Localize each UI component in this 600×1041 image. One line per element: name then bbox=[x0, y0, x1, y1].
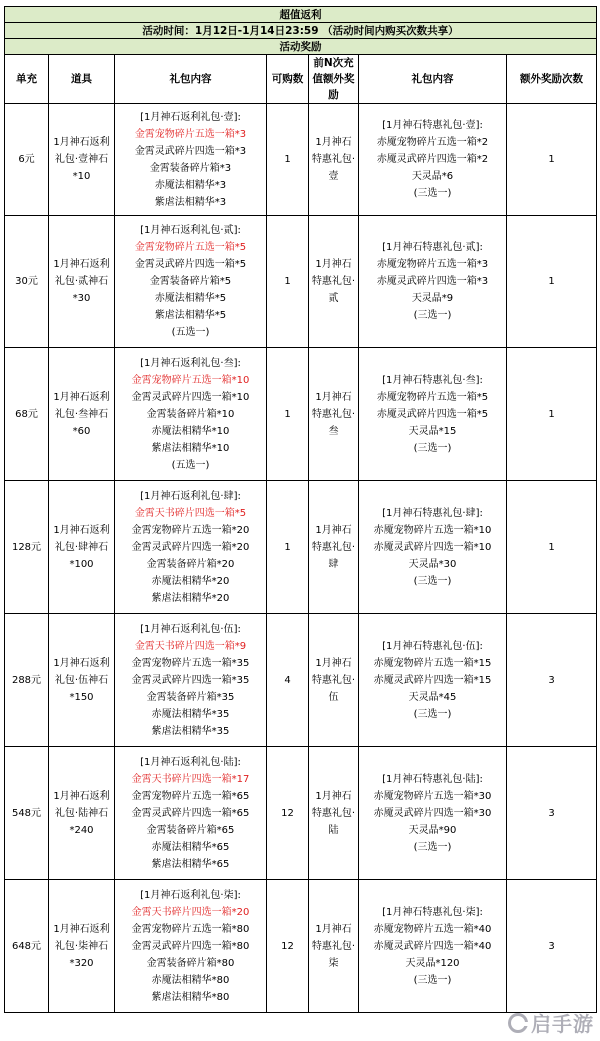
bonus-pack-content bbox=[359, 614, 507, 747]
pack-line: 金霄宠物碎片五选一箱*35 bbox=[131, 657, 250, 669]
pack-line: 赤魇灵武碎片四选一箱*3 bbox=[376, 276, 489, 287]
pack-line: 金霄灵武碎片四选一箱*35 bbox=[131, 674, 250, 686]
header-recharge: 单充 bbox=[5, 55, 49, 104]
pack-line: 紫虐法相精华*35 bbox=[151, 725, 230, 737]
pack-line: [1月神石特惠礼包·伍]: bbox=[382, 640, 483, 652]
recharge-amount: 30元 bbox=[5, 216, 49, 348]
pack-line: 天灵晶*30 bbox=[408, 558, 457, 570]
pack-line: 紫虐法相精华*3 bbox=[154, 196, 227, 208]
pack-line: 紫虐法相精华*20 bbox=[151, 592, 230, 604]
pack-line: 金霄装备碎片箱*20 bbox=[146, 558, 235, 570]
pack-line: 金霄灵武碎片四选一箱*20 bbox=[131, 541, 250, 553]
pack-line: (三选一) bbox=[413, 708, 452, 720]
recharge-amount: 648元 bbox=[5, 880, 49, 1013]
bonus-pack-content bbox=[359, 216, 507, 348]
pack-line: 金霄灵武碎片四选一箱*80 bbox=[131, 940, 250, 952]
pack-line: 赤魇灵武碎片四选一箱*15 bbox=[373, 674, 492, 686]
bonus-pack-content bbox=[359, 481, 507, 614]
bonus-pack-content bbox=[359, 348, 507, 481]
pack-line: [1月神石特惠礼包·柒]: bbox=[382, 906, 483, 918]
watermark-text: 启手游 bbox=[531, 1012, 594, 1036]
pack-line: 赤魇法相精华*65 bbox=[151, 841, 230, 853]
extra-reward-count: 3 bbox=[507, 614, 597, 747]
extra-reward-count: 3 bbox=[507, 880, 597, 1013]
pack-line: [1月神石返利礼包·贰]: bbox=[140, 225, 241, 236]
pack-line: 赤魇法相精华*10 bbox=[151, 425, 230, 437]
pack-line: (三选一) bbox=[413, 442, 452, 454]
pack-line: 紫虐法相精华*10 bbox=[151, 442, 230, 454]
pack-line: [1月神石特惠礼包·叁]: bbox=[382, 374, 483, 386]
pack-line: [1月神石返利礼包·肆]: bbox=[140, 490, 241, 502]
table-row bbox=[5, 747, 597, 880]
bonus-pack-content bbox=[359, 747, 507, 880]
buy-count: 4 bbox=[267, 614, 309, 747]
pack-line: 天灵晶*15 bbox=[408, 425, 457, 437]
pack-content bbox=[115, 747, 267, 880]
first-n-reward bbox=[309, 481, 359, 614]
pack-line: [1月神石特惠礼包·壹]: bbox=[382, 120, 483, 131]
pack-line: 金霄宠物碎片五选一箱*80 bbox=[131, 923, 250, 935]
pack-content bbox=[115, 614, 267, 747]
pack-line: 赤魇宠物碎片五选一箱*10 bbox=[373, 524, 492, 536]
header-buy-count: 可购数 bbox=[267, 55, 309, 104]
pack-line: (三选一) bbox=[413, 575, 452, 587]
table-row bbox=[5, 481, 597, 614]
item-name bbox=[49, 481, 115, 614]
item-name bbox=[49, 614, 115, 747]
item-name bbox=[49, 104, 115, 216]
first-n-reward bbox=[309, 614, 359, 747]
pack-line: (三选一) bbox=[413, 310, 452, 321]
first-n-reward bbox=[309, 880, 359, 1013]
item-name bbox=[49, 880, 115, 1013]
pack-line: 天灵晶*45 bbox=[408, 691, 457, 703]
item-name-text: 1月神石返利礼包·肆神石*100 bbox=[53, 524, 110, 570]
pack-line: (五选一) bbox=[171, 327, 210, 338]
first-n-reward bbox=[309, 747, 359, 880]
pack-line: [1月神石返利礼包·柒]: bbox=[140, 889, 241, 901]
recharge-amount: 6元 bbox=[5, 104, 49, 216]
item-name bbox=[49, 216, 115, 348]
first-n-reward bbox=[309, 104, 359, 216]
pack-line: 天灵晶*6 bbox=[411, 171, 454, 182]
header-pack2: 礼包内容 bbox=[359, 55, 507, 104]
pack-line: 紫虐法相精华*65 bbox=[151, 858, 230, 870]
pack-line: 金霄天书碎片四选一箱*17 bbox=[131, 773, 250, 785]
buy-count: 1 bbox=[267, 481, 309, 614]
pack-line: 金霄宠物碎片五选一箱*10 bbox=[131, 374, 250, 386]
item-name-text: 1月神石返利礼包·柒神石*320 bbox=[53, 923, 110, 969]
table-row bbox=[5, 348, 597, 481]
pack-line: (五选一) bbox=[171, 459, 210, 471]
watermark-logo-icon bbox=[508, 1013, 528, 1033]
pack-line: 天灵晶*90 bbox=[408, 824, 457, 836]
first-n-reward-text: 1月神石特惠礼包·伍 bbox=[311, 657, 356, 703]
item-name-text: 1月神石返利礼包·叁神石*60 bbox=[53, 391, 110, 437]
first-n-reward-text: 1月神石特惠礼包·陆 bbox=[311, 790, 356, 836]
buy-count: 1 bbox=[267, 216, 309, 348]
pack-line: 赤魇灵武碎片四选一箱*10 bbox=[373, 541, 492, 553]
pack-content bbox=[115, 880, 267, 1013]
extra-reward-count: 1 bbox=[507, 348, 597, 481]
table-title: 超值返利 bbox=[5, 7, 597, 23]
recharge-amount: 128元 bbox=[5, 481, 49, 614]
table-row bbox=[5, 614, 597, 747]
first-n-reward-text: 1月神石特惠礼包·叁 bbox=[311, 391, 356, 437]
buy-count: 12 bbox=[267, 747, 309, 880]
buy-count: 1 bbox=[267, 348, 309, 481]
extra-reward-count: 3 bbox=[507, 747, 597, 880]
pack-line: 赤魇灵武碎片四选一箱*30 bbox=[373, 807, 492, 819]
table-row bbox=[5, 104, 597, 216]
section-title: 活动奖励 bbox=[5, 39, 597, 55]
first-n-reward-text: 1月神石特惠礼包·肆 bbox=[311, 524, 356, 570]
activity-time: 活动时间：1月12日-1月14日23:59 （活动时间内购买次数共享） bbox=[5, 23, 597, 39]
pack-content bbox=[115, 104, 267, 216]
pack-line: 金霄宠物碎片五选一箱*65 bbox=[131, 790, 250, 802]
pack-content bbox=[115, 216, 267, 348]
header-extra-count: 额外奖励次数 bbox=[507, 55, 597, 104]
pack-line: 金霄天书碎片四选一箱*20 bbox=[131, 906, 250, 918]
pack-line: 赤魇宠物碎片五选一箱*30 bbox=[373, 790, 492, 802]
pack-line: 金霄天书碎片四选一箱*9 bbox=[134, 640, 247, 652]
pack-line: 金霄天书碎片四选一箱*5 bbox=[134, 507, 247, 519]
table-row bbox=[5, 216, 597, 348]
pack-line: 金霄装备碎片箱*80 bbox=[146, 957, 235, 969]
pack-line: [1月神石特惠礼包·贰]: bbox=[382, 242, 483, 253]
pack-line: 金霄装备碎片箱*65 bbox=[146, 824, 235, 836]
pack-content bbox=[115, 348, 267, 481]
extra-reward-count: 1 bbox=[507, 216, 597, 348]
pack-line: 金霄装备碎片箱*35 bbox=[146, 691, 235, 703]
pack-line: 金霄装备碎片箱*10 bbox=[146, 408, 235, 420]
pack-content bbox=[115, 481, 267, 614]
first-n-reward bbox=[309, 216, 359, 348]
first-n-reward-text: 1月神石特惠礼包·壹 bbox=[311, 137, 356, 182]
pack-line: 金霄装备碎片箱*3 bbox=[149, 162, 232, 174]
pack-line: 紫虐法相精华*80 bbox=[151, 991, 230, 1003]
pack-line: 紫虐法相精华*5 bbox=[154, 310, 227, 321]
recharge-amount: 68元 bbox=[5, 348, 49, 481]
pack-line: 金霄灵武碎片四选一箱*65 bbox=[131, 807, 250, 819]
item-name bbox=[49, 348, 115, 481]
item-name-text: 1月神石返利礼包·陆神石*240 bbox=[53, 790, 110, 836]
first-n-reward-text: 1月神石特惠礼包·柒 bbox=[311, 923, 356, 969]
pack-line: (三选一) bbox=[413, 188, 452, 199]
header-first-n-reward: 前N次充值额外奖励 bbox=[309, 55, 359, 104]
pack-line: 金霄灵武碎片四选一箱*10 bbox=[131, 391, 250, 403]
item-name bbox=[49, 747, 115, 880]
pack-line: (三选一) bbox=[413, 974, 452, 986]
recharge-amount: 288元 bbox=[5, 614, 49, 747]
pack-line: 赤魇宠物碎片五选一箱*40 bbox=[373, 923, 492, 935]
table-body bbox=[5, 104, 597, 1013]
pack-line: [1月神石特惠礼包·肆]: bbox=[382, 507, 483, 519]
pack-line: 金霄宠物碎片五选一箱*20 bbox=[131, 524, 250, 536]
pack-line: 赤魇灵武碎片四选一箱*40 bbox=[373, 940, 492, 952]
pack-line: 赤魇灵武碎片四选一箱*5 bbox=[376, 408, 489, 420]
pack-line: 赤魇灵武碎片四选一箱*2 bbox=[376, 154, 489, 165]
header-item: 道具 bbox=[49, 55, 115, 104]
first-n-reward bbox=[309, 348, 359, 481]
pack-line: (三选一) bbox=[413, 841, 452, 853]
pack-line: [1月神石返利礼包·陆]: bbox=[140, 756, 241, 768]
pack-line: 金霄宠物碎片五选一箱*5 bbox=[134, 242, 247, 253]
bonus-pack-content bbox=[359, 880, 507, 1013]
extra-reward-count: 1 bbox=[507, 481, 597, 614]
extra-reward-count: 1 bbox=[507, 104, 597, 216]
header-pack: 礼包内容 bbox=[115, 55, 267, 104]
rebate-table bbox=[4, 6, 597, 1013]
pack-line: [1月神石返利礼包·壹]: bbox=[140, 111, 241, 123]
watermark bbox=[508, 1008, 594, 1037]
pack-line: 赤魇法相精华*5 bbox=[154, 293, 227, 304]
pack-line: 赤魇法相精华*20 bbox=[151, 575, 230, 587]
pack-line: 赤魇法相精华*80 bbox=[151, 974, 230, 986]
item-name-text: 1月神石返利礼包·壹神石*10 bbox=[53, 137, 110, 182]
pack-line: 赤魇宠物碎片五选一箱*3 bbox=[376, 259, 489, 270]
pack-line: 赤魇宠物碎片五选一箱*5 bbox=[376, 391, 489, 403]
buy-count: 1 bbox=[267, 104, 309, 216]
pack-line: 天灵晶*9 bbox=[411, 293, 454, 304]
pack-line: 金霄灵武碎片四选一箱*5 bbox=[134, 259, 247, 270]
item-name-text: 1月神石返利礼包·贰神石*30 bbox=[53, 259, 110, 304]
table-row bbox=[5, 880, 597, 1013]
first-n-reward-text: 1月神石特惠礼包·贰 bbox=[311, 259, 356, 304]
pack-line: 天灵晶*120 bbox=[405, 957, 460, 969]
pack-line: 赤魇宠物碎片五选一箱*15 bbox=[373, 657, 492, 669]
pack-line: 赤魇法相精华*35 bbox=[151, 708, 230, 720]
pack-line: 金霄灵武碎片四选一箱*3 bbox=[134, 145, 247, 157]
pack-line: 赤魇法相精华*3 bbox=[154, 179, 227, 191]
pack-line: 赤魇宠物碎片五选一箱*2 bbox=[376, 137, 489, 148]
item-name-text: 1月神石返利礼包·伍神石*150 bbox=[53, 657, 110, 703]
pack-line: [1月神石特惠礼包·陆]: bbox=[382, 773, 483, 785]
pack-line: [1月神石返利礼包·伍]: bbox=[140, 623, 241, 635]
pack-line: 金霄装备碎片箱*5 bbox=[149, 276, 232, 287]
pack-line: [1月神石返利礼包·叁]: bbox=[140, 357, 241, 369]
pack-line: 金霄宠物碎片五选一箱*3 bbox=[134, 128, 247, 140]
buy-count: 12 bbox=[267, 880, 309, 1013]
bonus-pack-content bbox=[359, 104, 507, 216]
recharge-amount: 548元 bbox=[5, 747, 49, 880]
